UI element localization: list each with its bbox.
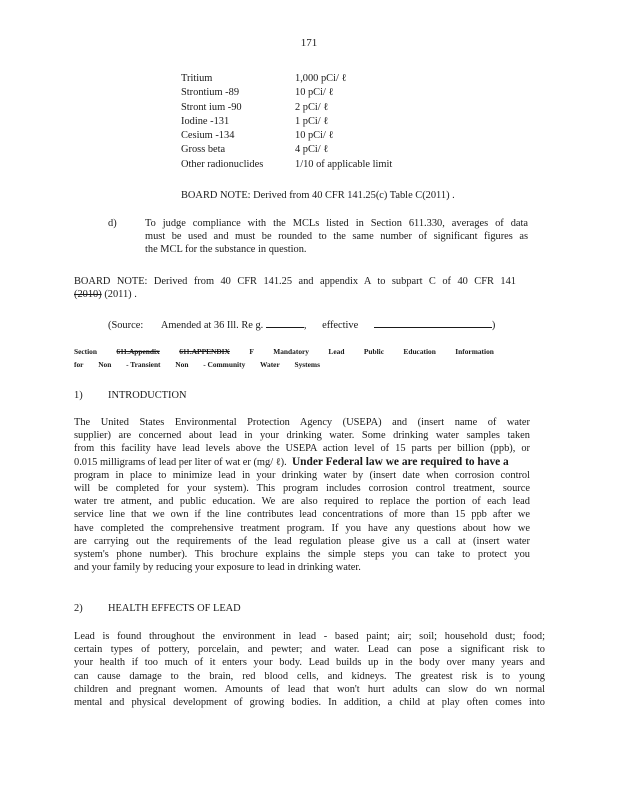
paragraph-line: program in place to minimize lead in your drinking water by (insert date when corrosion control [74, 469, 530, 481]
radionuclide-name: Gross beta [181, 144, 226, 156]
paragraph-line [74, 456, 530, 469]
heading-word: Water [260, 360, 280, 369]
table-row [181, 115, 392, 129]
radionuclide-limit: 1 pCi/ ℓ [295, 115, 329, 127]
intro-heading-number: 1) [74, 390, 83, 401]
section-label: Section [74, 347, 97, 356]
table-row [181, 101, 392, 115]
heading-word: - Transient [126, 360, 161, 369]
health-paragraph [74, 630, 545, 709]
paragraph-line: are carrying out the requirements of the lead regulation please give us a call at (insert water [74, 535, 530, 547]
board-note-appendix [74, 275, 516, 301]
paragraph-line: the MCL for the substance in question. [145, 244, 307, 256]
heading-word: Non [98, 360, 112, 369]
radionuclide-name: Tritium [181, 73, 213, 84]
heading-word: Non [175, 360, 189, 369]
bold-fragment: Under Federal law we are required to have a [291, 455, 509, 468]
item-d-paragraph [145, 217, 528, 257]
radionuclide-name: Strontium -89 [181, 87, 240, 99]
radionuclide-limit: 1,000 pCi/ ℓ [295, 73, 347, 84]
table-row [181, 129, 392, 143]
register-blank [266, 317, 304, 328]
radionuclide-limit: 10 pCi/ ℓ [295, 87, 334, 99]
heading-word: Systems [294, 360, 320, 369]
radionuclide-limit: 10 pCi/ ℓ [295, 130, 334, 142]
paragraph-line: certain types of pottery, porcelain, and pewter; and water. Lead can pose a significant risk to [74, 644, 545, 656]
source-close: ) [491, 320, 496, 331]
paragraph-line: To judge compliance with the MCLs listed in Section 611.330, averages of data [145, 218, 528, 229]
radionuclide-name: Stront ium -90 [181, 101, 242, 113]
paragraph-line: have completed the comprehensive treatment program. If you have any questions about how we [74, 522, 530, 534]
paragraph-fragment: 0.015 milligrams of lead per liter of wat er (mg/ ℓ). [74, 456, 287, 468]
heading-word: Education [403, 347, 436, 356]
source-line: (Source: Amended at 36 Ill. Re g. , effective ) [108, 317, 495, 332]
heading-word: - Community [203, 360, 246, 369]
paragraph-line: and your family by reducing your exposure to lead in drinking water. [74, 562, 361, 574]
paragraph-line: system's phone number). This brochure explains the simple steps you can take to protect you [74, 548, 530, 560]
struck-appendix-new: 611.APPENDIX [179, 347, 230, 356]
board-note-table-c: BOARD NOTE: Derived from 40 CFR 141.25(c) Table C(2011) . [181, 190, 455, 201]
section-heading-line-1 [74, 347, 494, 357]
paragraph-line: Lead is found throughout the environment in lead - based paint; air; soil; household dust; food; [74, 631, 545, 642]
table-row [181, 143, 392, 157]
table-row [181, 158, 392, 172]
table-row [181, 72, 392, 86]
radionuclide-name: Cesium -134 [181, 130, 235, 142]
item-d-marker: d) [108, 218, 117, 229]
health-heading: HEALTH EFFECTS OF LEAD [108, 603, 241, 614]
intro-paragraph [74, 416, 530, 574]
paragraph-line: supplier) are concerned about lead in your drinking water. Some drinking water samples taken [74, 430, 530, 442]
struck-appendix-old: 611.Appendix [116, 347, 160, 356]
radionuclide-name: Iodine -131 [181, 115, 230, 127]
paragraph-line: BOARD NOTE: Derived from 40 CFR 141.25 and appendix A to subpart C of 40 CFR 141 [74, 276, 516, 287]
heading-word: Information [455, 347, 494, 356]
source-label: (Source: [108, 320, 144, 331]
source-effective: effective [322, 320, 359, 331]
effective-date-blank [374, 317, 492, 328]
struck-year: (2010) [74, 289, 102, 301]
table-row [181, 86, 392, 100]
radionuclide-limit: 2 pCi/ ℓ [295, 101, 329, 113]
heading-word: for [74, 360, 84, 369]
health-heading-number: 2) [74, 603, 83, 614]
paragraph-line: from this facility have lead levels above the USEPA action level of 15 parts per billion (ppb), or [74, 443, 530, 455]
page-number: 171 [300, 37, 318, 49]
intro-heading: INTRODUCTION [108, 390, 187, 401]
paragraph-line: mental and physical development of growing bodies. In addition, a child at play often comes into [74, 696, 545, 708]
paragraph-line [74, 288, 516, 301]
section-heading-line-2 [74, 360, 320, 370]
section-heading [74, 347, 494, 370]
paragraph-line: your health if too much of it enters your body. Lead builds up in the body over many years and [74, 657, 545, 669]
appendix-letter: F [249, 347, 254, 356]
new-year: (2011) . [104, 289, 137, 301]
heading-word: Public [363, 347, 384, 356]
paragraph-line: The United States Environmental Protection Agency (USEPA) and (insert name of water [74, 417, 530, 428]
radionuclide-name: Other radionuclides [181, 158, 264, 170]
radionuclide-limit: 1/10 of applicable limit [295, 158, 393, 170]
paragraph-line: must be used and must be rounded to the same number of significant figures as [145, 231, 528, 243]
paragraph-line: can cause damage to the brain, red blood cells, and kidneys. The greatest risk is to young [74, 670, 545, 682]
radionuclide-limit: 4 pCi/ ℓ [295, 144, 329, 156]
source-amended: Amended at 36 Ill. Re g. [160, 320, 264, 331]
paragraph-line: will be completed for your system). This program includes corrosion control treatment, source [74, 482, 530, 494]
paragraph-line: children and pregnant women. Amounts of lead that won't hurt adults can slow do wn normal [74, 683, 545, 695]
heading-word: Lead [328, 347, 345, 356]
heading-word: Mandatory [273, 347, 309, 356]
paragraph-line: service line that we own if the line contributes lead concentrations of more than 15 ppb after we [74, 509, 530, 521]
radionuclide-table [181, 72, 392, 172]
paragraph-line: water tre atment, and public education. We are also required to replace the portion of each lead [74, 496, 530, 508]
